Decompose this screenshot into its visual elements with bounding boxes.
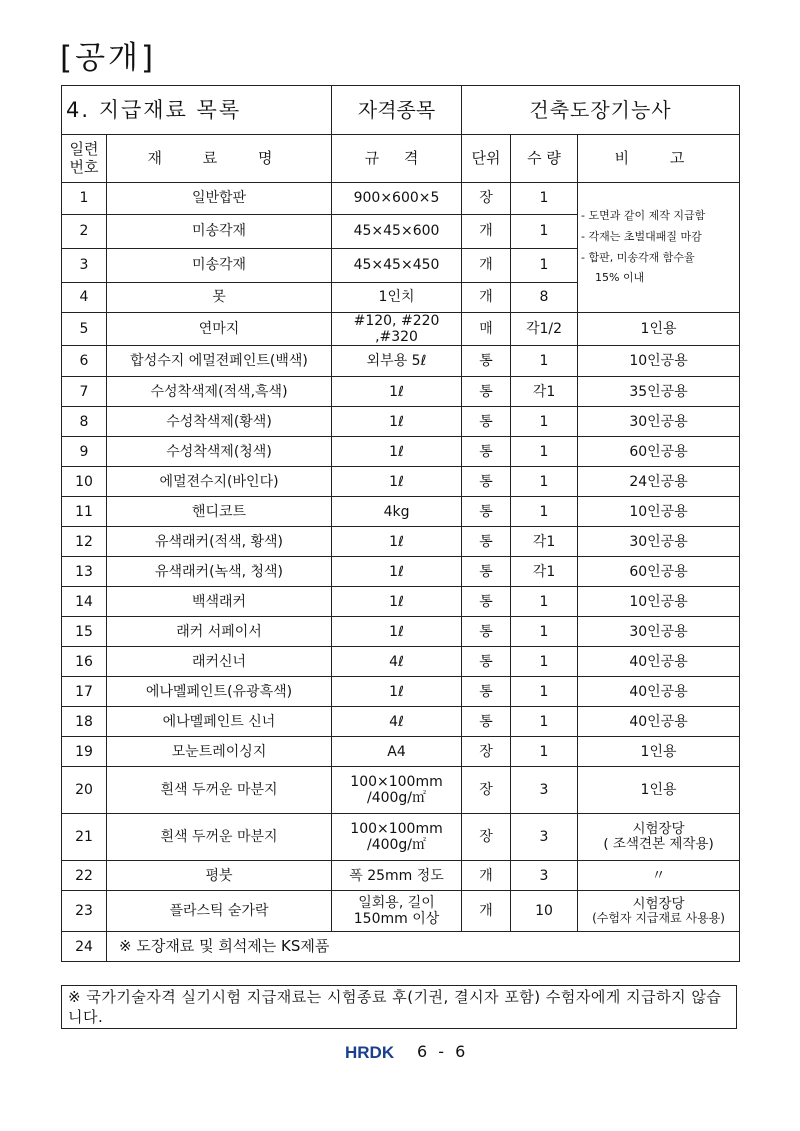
material-qty: 1 <box>511 677 578 707</box>
spec-line: 45×45×600 <box>353 223 440 240</box>
material-remark <box>578 617 740 647</box>
row-number: 9 <box>62 437 107 467</box>
material-qty: 8 <box>511 283 578 313</box>
remark-line: 35인공용 <box>629 383 688 400</box>
col-unit: 단위 <box>462 135 511 183</box>
material-qty: 3 <box>511 767 578 814</box>
page-footer <box>345 1042 468 1061</box>
material-spec <box>332 587 462 617</box>
svg-text:HRDK: HRDK <box>345 1043 395 1060</box>
material-qty: 1 <box>511 346 578 377</box>
material-remark <box>578 647 740 677</box>
material-name: 미송각재 <box>107 249 332 283</box>
spec-line: A4 <box>387 743 406 760</box>
material-unit: 장 <box>462 814 511 861</box>
material-spec <box>332 557 462 587</box>
material-unit: 통 <box>462 377 511 407</box>
material-name: 흰색 두꺼운 마분지 <box>107 814 332 861</box>
spec-line: 900×600×5 <box>353 190 440 207</box>
material-spec <box>332 527 462 557</box>
row-number: 16 <box>62 647 107 677</box>
material-qty: 1 <box>511 183 578 215</box>
table-row <box>62 377 740 407</box>
row-number: 10 <box>62 467 107 497</box>
material-unit: 통 <box>462 707 511 737</box>
material-name: 유색래커(적색, 황색) <box>107 527 332 557</box>
table-row <box>62 437 740 467</box>
material-qty: 1 <box>511 407 578 437</box>
table-row <box>62 617 740 647</box>
row-number: 13 <box>62 557 107 587</box>
material-qty: 각1/2 <box>511 313 578 346</box>
table-row <box>62 407 740 437</box>
row-number: 21 <box>62 814 107 861</box>
row-number: 2 <box>62 215 107 249</box>
material-qty: 3 <box>511 861 578 891</box>
remark-line: 1인용 <box>640 782 677 799</box>
material-remark <box>578 677 740 707</box>
col-serial-line2: 번호 <box>69 157 99 176</box>
material-qty: 10 <box>511 891 578 932</box>
ks-note: ※ 도장재료 및 희석제는 KS제품 <box>107 932 740 962</box>
material-spec <box>332 283 462 313</box>
row-number: 20 <box>62 767 107 814</box>
material-unit: 매 <box>462 313 511 346</box>
row-number: 11 <box>62 497 107 527</box>
spec-line: /400g/㎡ <box>366 837 427 854</box>
table-row <box>62 587 740 617</box>
material-name: 에멀젼수지(바인다) <box>107 467 332 497</box>
material-qty: 1 <box>511 737 578 767</box>
row-number: 15 <box>62 617 107 647</box>
material-remark <box>578 497 740 527</box>
material-unit: 장 <box>462 183 511 215</box>
row-number: 1 <box>62 183 107 215</box>
table-row <box>62 557 740 587</box>
spec-line: 150mm 이상 <box>353 911 440 928</box>
material-qty: 1 <box>511 497 578 527</box>
material-qty: 각1 <box>511 557 578 587</box>
material-name: 유색래커(녹색, 청색) <box>107 557 332 587</box>
table-row <box>62 707 740 737</box>
row-number: 4 <box>62 283 107 313</box>
material-unit: 통 <box>462 617 511 647</box>
material-qty: 1 <box>511 617 578 647</box>
material-name: 수성착색제(황색) <box>107 407 332 437</box>
material-qty: 각1 <box>511 527 578 557</box>
remark-line: ( 조색견본 제작용) <box>603 836 714 853</box>
material-unit: 통 <box>462 557 511 587</box>
table-row <box>62 313 740 346</box>
material-unit: 개 <box>462 215 511 249</box>
material-spec <box>332 861 462 891</box>
material-unit: 장 <box>462 767 511 814</box>
row-number: 19 <box>62 737 107 767</box>
remark-line: 시험장당 <box>632 820 685 837</box>
group-remark-line: - 도면과 같이 제작 지급함 <box>581 208 706 222</box>
table-row <box>62 183 740 215</box>
material-spec <box>332 249 462 283</box>
material-name: 모눈트레이싱지 <box>107 737 332 767</box>
material-qty: 1 <box>511 249 578 283</box>
row-number: 5 <box>62 313 107 346</box>
material-spec <box>332 677 462 707</box>
table-row <box>62 737 740 767</box>
table-row <box>62 891 740 932</box>
row-number: 18 <box>62 707 107 737</box>
material-remark <box>578 313 740 346</box>
remark-line: 30인공용 <box>629 623 688 640</box>
remark-line: 〃 <box>651 867 666 884</box>
material-name: 수성착색제(적색,흑색) <box>107 377 332 407</box>
spec-line: #120, #220 ,#320 <box>353 313 440 346</box>
spec-line: 1ℓ <box>389 683 404 700</box>
material-spec <box>332 497 462 527</box>
spec-line: 1ℓ <box>389 593 404 610</box>
row-number: 7 <box>62 377 107 407</box>
material-name: 에나멜페인트 신너 <box>107 707 332 737</box>
spec-line: 1ℓ <box>389 383 404 400</box>
material-spec <box>332 183 462 215</box>
row-number: 22 <box>62 861 107 891</box>
material-qty: 1 <box>511 437 578 467</box>
material-unit: 통 <box>462 647 511 677</box>
row-number: 17 <box>62 677 107 707</box>
material-remark <box>578 707 740 737</box>
material-remark <box>578 737 740 767</box>
table-row <box>62 677 740 707</box>
material-remark <box>578 407 740 437</box>
spec-line: 폭 25mm 정도 <box>349 867 444 884</box>
group-remark <box>578 183 740 313</box>
material-remark <box>578 437 740 467</box>
col-spec: 규 격 <box>332 135 462 183</box>
material-remark <box>578 814 740 861</box>
material-spec <box>332 737 462 767</box>
hrdk-logo <box>345 1044 405 1060</box>
qualification-header: 자격종목 <box>332 86 462 135</box>
spec-line: 1ℓ <box>389 443 404 460</box>
table-row <box>62 861 740 891</box>
material-table <box>61 85 740 962</box>
group-remark-line: 15% 이내 <box>595 271 645 285</box>
material-remark <box>578 861 740 891</box>
material-unit: 개 <box>462 283 511 313</box>
page-number: 6 - 6 <box>417 1042 469 1061</box>
table-row <box>62 527 740 557</box>
material-spec <box>332 437 462 467</box>
material-spec <box>332 767 462 814</box>
material-unit: 통 <box>462 346 511 377</box>
table-row <box>62 814 740 861</box>
spec-line: 1ℓ <box>389 533 404 550</box>
spec-line: 100×100mm <box>350 774 443 791</box>
material-unit: 통 <box>462 527 511 557</box>
remark-line: 40인공용 <box>629 683 688 700</box>
material-name: 백색래커 <box>107 587 332 617</box>
material-unit: 통 <box>462 467 511 497</box>
material-spec <box>332 407 462 437</box>
remark-line: 10인공용 <box>629 353 688 370</box>
group-remark-line: - 합판, 미송각재 함수율 <box>581 250 695 264</box>
remark-line: 30인공용 <box>629 533 688 550</box>
material-qty: 각1 <box>511 377 578 407</box>
material-qty: 1 <box>511 215 578 249</box>
table-row <box>62 346 740 377</box>
remark-line: 1인용 <box>640 743 677 760</box>
material-spec <box>332 647 462 677</box>
material-name: 래커 서페이서 <box>107 617 332 647</box>
material-unit: 장 <box>462 737 511 767</box>
row-number: 14 <box>62 587 107 617</box>
material-unit: 통 <box>462 677 511 707</box>
remark-line: 1인용 <box>640 321 677 338</box>
spec-line: 1ℓ <box>389 473 404 490</box>
material-unit: 개 <box>462 861 511 891</box>
material-unit: 개 <box>462 249 511 283</box>
material-name: 수성착색제(청색) <box>107 437 332 467</box>
material-name: 플라스틱 숟가락 <box>107 891 332 932</box>
remark-line: 24인공용 <box>629 473 688 490</box>
spec-line: 1ℓ <box>389 563 404 580</box>
row-number: 12 <box>62 527 107 557</box>
material-qty: 3 <box>511 814 578 861</box>
col-qty: 수 량 <box>511 135 578 183</box>
material-unit: 통 <box>462 587 511 617</box>
group-remark-line: - 각재는 초벌대패질 마감 <box>581 229 702 243</box>
material-remark <box>578 557 740 587</box>
material-remark <box>578 767 740 814</box>
table-row <box>62 647 740 677</box>
row-number: 6 <box>62 346 107 377</box>
remark-line: 시험장당 <box>632 895 685 912</box>
section-title: 4. 지급재료 목록 <box>62 86 332 135</box>
col-material: 재 료 명 <box>107 135 332 183</box>
material-qty: 1 <box>511 647 578 677</box>
spec-line: 일회용, 길이 <box>358 895 435 912</box>
spec-line: 4kg <box>383 503 410 520</box>
notice-box: ※ 국가기술자격 실기시험 지급재료는 시험종료 후(기권, 결시자 포함) 수험자에게 지급하지 않습니다. <box>61 985 737 1029</box>
remark-line: 30인공용 <box>629 413 688 430</box>
col-serial <box>62 135 107 183</box>
material-name: 핸디코트 <box>107 497 332 527</box>
material-remark <box>578 377 740 407</box>
material-unit: 통 <box>462 497 511 527</box>
material-name: 흰색 두꺼운 마분지 <box>107 767 332 814</box>
material-name: 래커신너 <box>107 647 332 677</box>
remark-line: 60인공용 <box>629 563 688 580</box>
material-qty: 1 <box>511 587 578 617</box>
material-name: 합성수지 에멀젼페인트(백색) <box>107 346 332 377</box>
material-spec <box>332 814 462 861</box>
spec-line: 1ℓ <box>389 623 404 640</box>
material-qty: 1 <box>511 467 578 497</box>
spec-line: 1ℓ <box>389 413 404 430</box>
remark-line: 10인공용 <box>629 593 688 610</box>
row-number: 23 <box>62 891 107 932</box>
material-spec <box>332 707 462 737</box>
material-spec <box>332 346 462 377</box>
material-spec <box>332 467 462 497</box>
table-row-note <box>62 932 740 962</box>
col-remark: 비 고 <box>578 135 740 183</box>
material-spec <box>332 377 462 407</box>
remark-line: 40인공용 <box>629 713 688 730</box>
col-serial-line1: 일련 <box>69 140 99 159</box>
spec-line: 45×45×450 <box>353 257 440 274</box>
remark-line: 10인공용 <box>629 503 688 520</box>
material-unit: 개 <box>462 891 511 932</box>
material-remark <box>578 587 740 617</box>
table-row <box>62 767 740 814</box>
material-name: 일반합판 <box>107 183 332 215</box>
material-name: 못 <box>107 283 332 313</box>
material-unit: 통 <box>462 437 511 467</box>
row-number: 8 <box>62 407 107 437</box>
spec-line: 4ℓ <box>389 713 404 730</box>
material-spec <box>332 215 462 249</box>
material-remark <box>578 346 740 377</box>
material-name: 연마지 <box>107 313 332 346</box>
table-row <box>62 467 740 497</box>
remark-line: 60인공용 <box>629 443 688 460</box>
material-remark <box>578 467 740 497</box>
material-name: 에나멜페인트(유광흑색) <box>107 677 332 707</box>
material-remark <box>578 891 740 932</box>
table-row <box>62 497 740 527</box>
spec-line: 외부용 5ℓ <box>366 353 427 370</box>
spec-line: 1인치 <box>378 289 415 306</box>
qualification-name: 건축도장기능사 <box>462 86 740 135</box>
material-spec <box>332 891 462 932</box>
material-name: 미송각재 <box>107 215 332 249</box>
material-unit: 통 <box>462 407 511 437</box>
row-number: 3 <box>62 249 107 283</box>
material-qty: 1 <box>511 707 578 737</box>
material-remark <box>578 527 740 557</box>
spec-line: /400g/㎡ <box>366 790 427 807</box>
material-spec <box>332 313 462 346</box>
remark-line: 40인공용 <box>629 653 688 670</box>
public-label: [공개] <box>60 40 157 76</box>
remark-line: (수험자 지급재료 사용용) <box>592 911 725 926</box>
material-name: 평붓 <box>107 861 332 891</box>
spec-line: 100×100mm <box>350 821 443 838</box>
row-number: 24 <box>62 932 107 962</box>
material-spec <box>332 617 462 647</box>
spec-line: 4ℓ <box>389 653 404 670</box>
